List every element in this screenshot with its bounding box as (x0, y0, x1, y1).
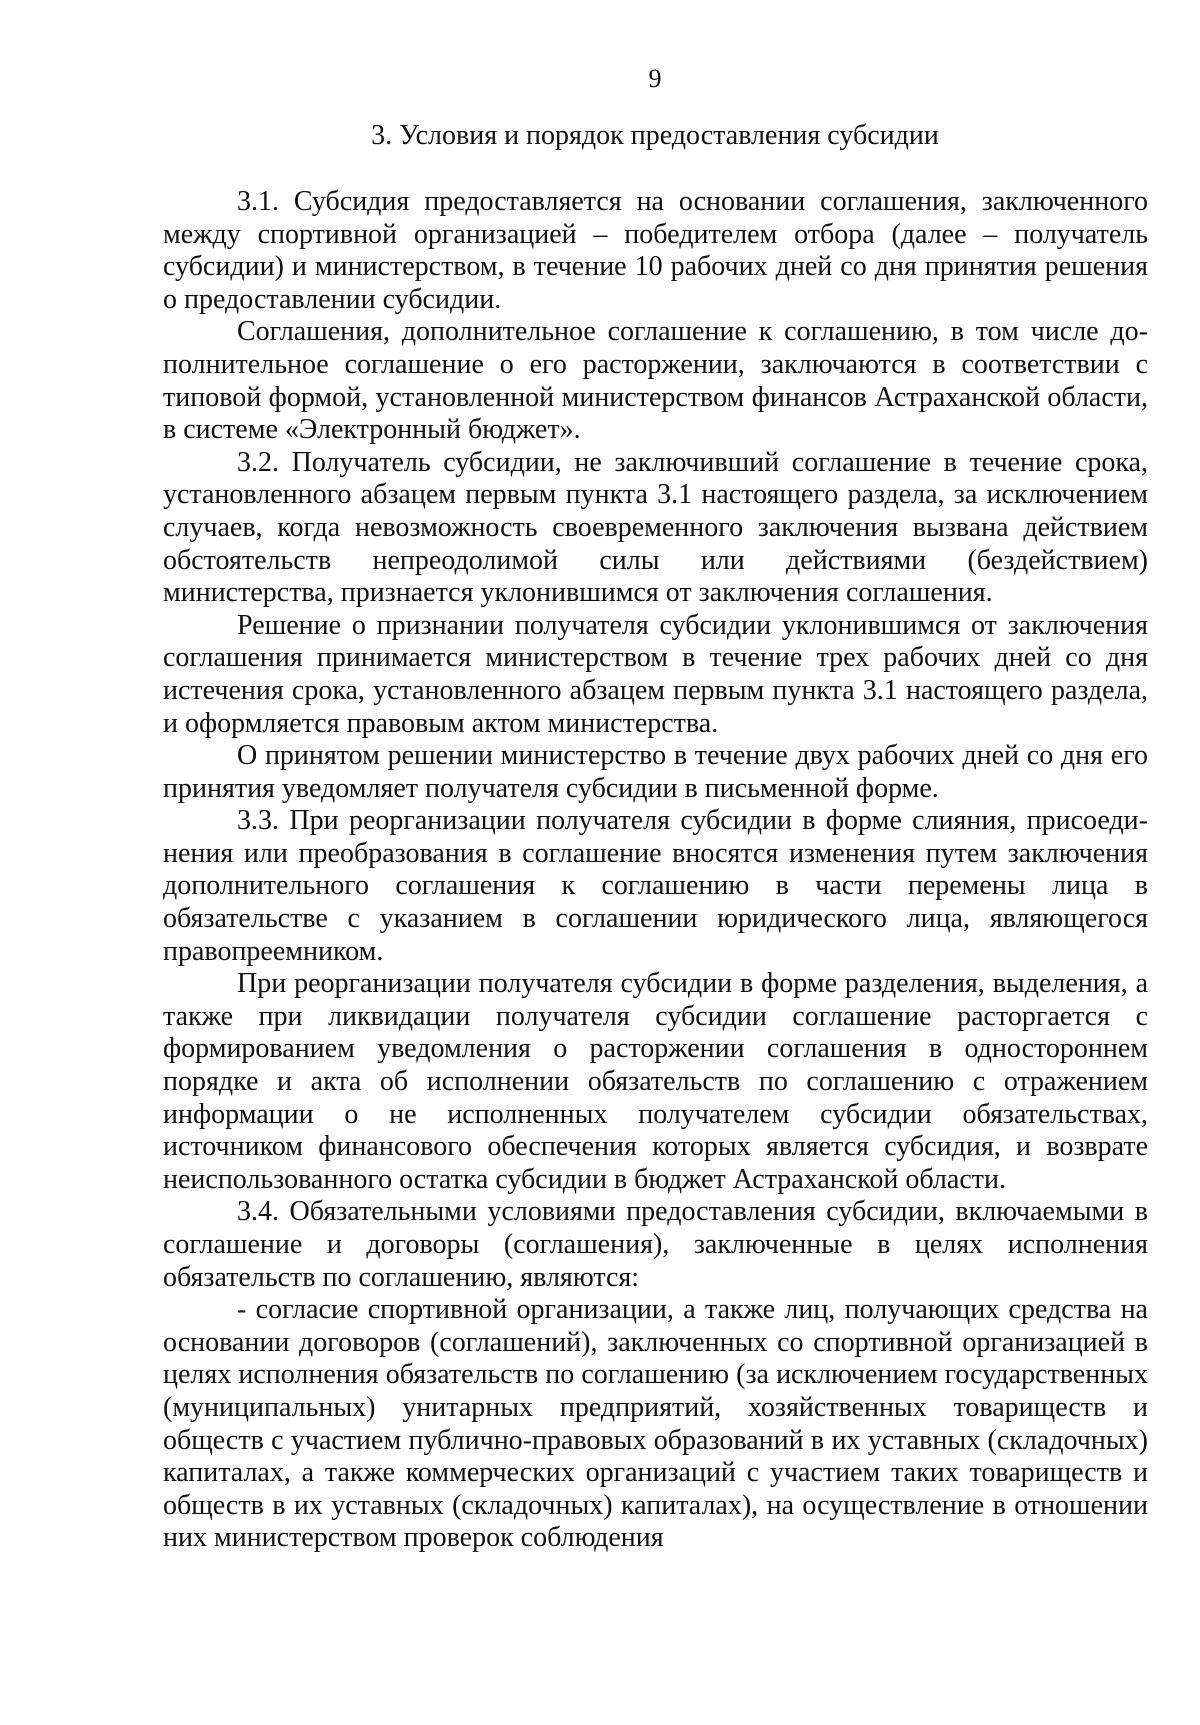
paragraph-notification: О принятом решении министерство в течение двух рабочих дней со дня его принятия уведомляет получателя субсидии в письменной форме. (163, 740, 1148, 804)
paragraph-3-3: 3.3. При реорганизации получателя субсидии в форме слияния, присоединения или преобразования в соглашение вносятся изменения путем заключения дополнительного соглашения к соглашению в части перемены лица в обязательстве с указанием в соглашении юридического лица, являющегося правопреемником. (163, 805, 1148, 967)
paragraph-3-1: 3.1. Субсидия предоставляется на основании соглашения, заключенного между спортивной организацией – победителем отбора (далее – получатель субсидии) и министерством, в течение 10 рабочих дней со дня принятия решения о предоставлении субсидии. (163, 186, 1148, 315)
paragraph-3-4: 3.4. Обязательными условиями предоставления субсидии, включаемыми в соглашение и договоры (соглашения), заключенные в целях исполнения обязательств по соглашению, являются: (163, 1196, 1148, 1293)
page-number: 9 (648, 64, 662, 93)
paragraph-consent-item: - согласие спортивной организации, а также лиц, получающих средства на основании договоров (соглашений), заключенных со спортивной организацией в целях исполнения обязательств по соглашению (за исключением государственных (муниципальных) унитарных предприятий, хозяйственных товариществ и обществ с участием публично-правовых образований в их уставных (складочных) капиталах, а также коммерческих организаций с участием таких товариществ и обществ в их уставных (складочных) капиталах), на осуществление в отношении них министерством проверок соблюдения (163, 1294, 1148, 1554)
paragraph-agreements: Соглашения, дополнительное соглашение к соглашению, в том числе дополнительное соглашение о его расторжении, заключаются в соответствии с типовой формой, установленной министерством финансов Астраханской области, в системе «Электронный бюджет». (163, 316, 1148, 446)
section-title: 3. Условия и порядок предоставления субсидии (371, 120, 939, 151)
paragraph-evasion-decision: Решение о признании получателя субсидии уклонившимся от заключения соглашения принимается министерством в течение трех рабочих дней со дня истечения срока, установленного абзацем первым пункта 3.1 настоящего раздела, и оформляется правовым актом министерства. (163, 609, 1148, 739)
paragraph-3-2: 3.2. Получатель субсидии, не заключивший соглашение в течение срока, установленного абзацем первым пункта 3.1 настоящего раздела, за исключением случаев, когда невозможность своевременного заключения вызвана действием обстоятельств непреодолимой силы или действиями (бездействием) министерства, признается уклонившимся от заключения соглашения. (163, 446, 1148, 609)
document-body (163, 186, 1148, 1555)
paragraph-reorganization-division: При реорганизации получателя субсидии в форме разделения, выделения, а также при ликвидации получателя субсидии соглашение расторгается с формированием уведомления о расторжении соглашения в одностороннем порядке и акта об исполнении обязательств по соглашению с отражением информации о не исполненных получателем субсидии обязательствах, источником финансового обеспечения которых является субсидия, и возврате неиспользованного остатка субсидии в бюджет Астраханской области. (163, 968, 1148, 1195)
